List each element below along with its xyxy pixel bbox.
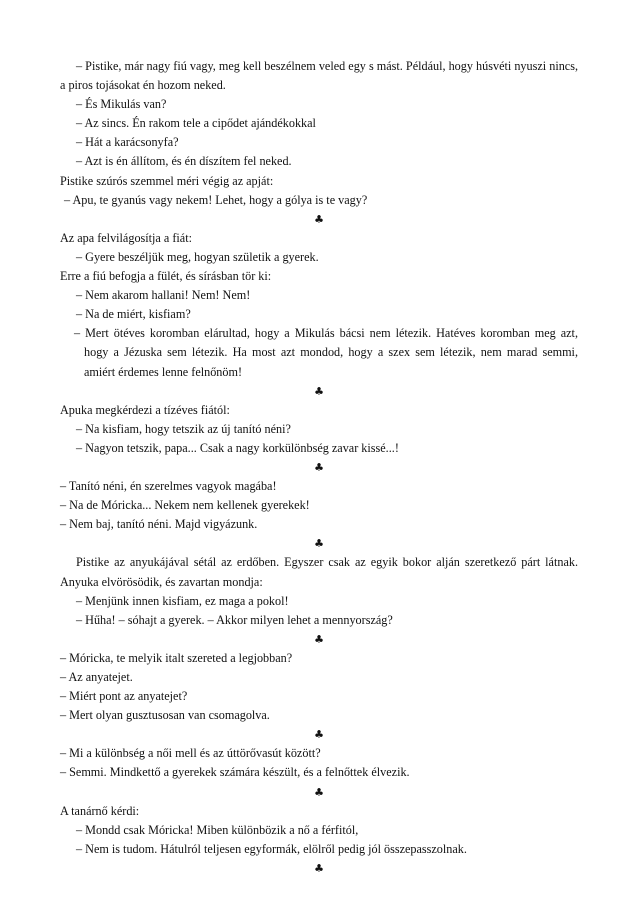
text-paragraph: – Nagyon tetszik, papa... Csak a nagy korkülönbség zavar kissé...! <box>76 440 399 455</box>
text-paragraph: – Gyere beszéljük meg, hogyan születik a gyerek. <box>76 249 319 264</box>
text-paragraph: – Apu, te gyanús vagy nekem! Lehet, hogy a gólya is te vagy? <box>64 192 368 207</box>
text-paragraph: A tanárnő kérdi: <box>60 803 140 818</box>
club-separator-icon: ♣ <box>314 212 324 226</box>
text-paragraph: – Móricka, te melyik italt szereted a legjobban? <box>60 650 293 665</box>
text-paragraph: – Na de miért, kisfiam? <box>76 307 191 322</box>
text-paragraph: – Nem baj, tanító néni. Majd vigyázunk. <box>60 517 258 532</box>
text-paragraph: Apuka megkérdezi a tízéves fiától: <box>60 402 230 417</box>
club-separator-icon: ♣ <box>314 785 324 799</box>
text-paragraph: – Nem is tudom. Hátulról teljesen egyformák, elölről pedig jól összepasszolnak. <box>76 841 467 856</box>
text-paragraph: – Azt is én állítom, és én díszítem fel neked. <box>76 154 292 169</box>
club-separator-icon: ♣ <box>314 861 324 875</box>
text-paragraph: – Nem akarom hallani! Nem! Nem! <box>76 288 251 303</box>
text-paragraph: – Na de Móricka... Nekem nem kellenek gyerekek! <box>60 498 310 513</box>
text-paragraph: – Hűha! – sóhajt a gyerek. – Akkor milyen lehet a mennyország? <box>76 612 393 627</box>
text-paragraph: – Na kisfiam, hogy tetszik az új tanító néni? <box>76 421 291 436</box>
text-paragraph: – Mert ötéves koromban elárultad, hogy a Mikulás bácsi nem létezik. Hatéves koromban meg azt, hogy a Jézuska sem létezik. Ha most azt mondod, hogy a szex sem létezik, nem marad semmi, amiért érdemes lenne felnőnöm! <box>74 326 578 379</box>
club-separator-icon: ♣ <box>314 460 324 474</box>
text-paragraph: – Semmi. Mindkettő a gyerekek számára készült, és a felnőttek élvezik. <box>60 765 410 780</box>
text-paragraph: – És Mikulás van? <box>76 97 167 112</box>
text-paragraph: – Tanító néni, én szerelmes vagyok magába! <box>60 479 277 494</box>
club-separator-icon: ♣ <box>314 728 324 742</box>
text-paragraph: – Mert olyan gusztusosan van csomagolva. <box>60 708 270 723</box>
text-paragraph: – Pistike, már nagy fiú vagy, meg kell beszélnem veled egy s mást. Például, hogy húsvéti nyuszi nincs, a piros tojásokat én hozom neked. <box>60 59 578 93</box>
club-separator-icon: ♣ <box>314 632 324 646</box>
text-paragraph: – Miért pont az anyatejet? <box>60 689 188 704</box>
club-separator-icon: ♣ <box>314 384 324 398</box>
text-paragraph: Pistike az anyukájával sétál az erdőben. Egyszer csak az egyik bokor alján szeretkező párt látnak. Anyuka elvörösödik, és zavartan mondja: <box>60 555 578 589</box>
text-paragraph: – Hát a karácsonyfa? <box>76 135 179 150</box>
text-paragraph: – Menjünk innen kisfiam, ez maga a pokol! <box>76 593 289 608</box>
text-paragraph: – Az sincs. Én rakom tele a cipődet ajándékokkal <box>76 116 316 131</box>
club-separator-icon: ♣ <box>314 537 324 551</box>
text-paragraph: – Mondd csak Móricka! Miben különbözik a nő a férfitól, <box>76 822 359 837</box>
text-paragraph: Pistike szúrós szemmel méri végig az apját: <box>60 173 274 188</box>
text-paragraph: – Mi a különbség a női mell és az úttörővasút között? <box>60 746 321 761</box>
text-paragraph: – Az anyatejet. <box>60 670 133 684</box>
text-paragraph: Erre a fiú befogja a fülét, és sírásban tör ki: <box>60 269 272 284</box>
text-paragraph: Az apa felvilágosítja a fiát: <box>60 230 192 245</box>
document-page <box>60 57 578 878</box>
